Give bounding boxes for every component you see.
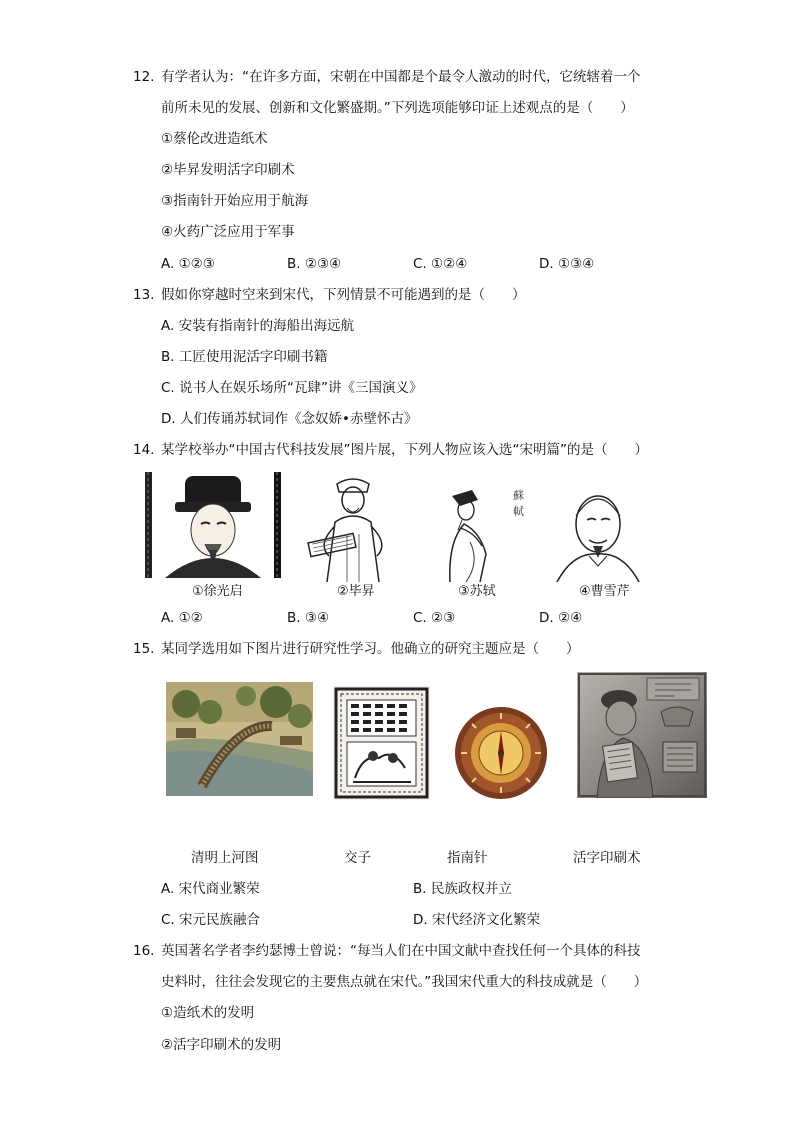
question-12-item: ②毕昇发明活字印刷术: [161, 162, 295, 178]
question-14-option-d: D. ②④: [539, 610, 583, 626]
question-13-option-d: D. 人们传诵苏轼词作《念奴娇•赤壁怀古》: [161, 411, 418, 427]
question-16-stem-line2: 史料时，往往会发现它的主要焦点就在宋代。”我国宋代重大的科技成就是（ ）: [161, 974, 648, 990]
question-13-option-c: C. 说书人在娱乐场所“瓦肆”讲《三国演义》: [161, 380, 423, 396]
image-caption: 指南针: [447, 850, 488, 866]
question-12-option-b: B. ②③④: [287, 256, 342, 272]
compass-image: [452, 706, 550, 800]
question-number-12: 12.: [133, 69, 155, 85]
question-16-stem-line1: 英国著名学者李约瑟博士曾说：“每当人们在中国文献中查找任何一个具体的科技: [161, 943, 641, 959]
question-12-option-c: C. ①②④: [413, 256, 468, 272]
calligraphy-su-shi: 蘇 軾: [513, 489, 524, 518]
question-15-option-d: D. 宋代经济文化繁荣: [413, 912, 540, 928]
question-number-15: 15.: [133, 641, 155, 657]
question-12-item: ③指南针开始应用于航海: [161, 193, 309, 209]
question-12-item: ④火药广泛应用于军事: [161, 224, 295, 240]
painting-qingming-shanghe-tu: [166, 682, 313, 796]
question-12-option-d: D. ①③④: [539, 256, 595, 272]
portrait-caption: ①徐光启: [192, 584, 243, 599]
question-16-item: ②活字印刷术的发明: [161, 1037, 282, 1053]
portrait-cao-xueqin: [549, 486, 647, 582]
portrait-caption: ②毕昇: [337, 584, 375, 599]
question-15-stem: 某同学选用如下图片进行研究性学习。他确立的研究主题应是（ ）: [161, 641, 580, 657]
question-15-option-a: A. 宋代商业繁荣: [161, 881, 260, 897]
question-15-option-b: B. 民族政权并立: [413, 881, 512, 897]
question-13-option-a: A. 安装有指南针的海船出海远航: [161, 318, 355, 334]
image-caption: 活字印刷术: [573, 850, 641, 866]
question-14-option-c: C. ②③: [413, 610, 456, 626]
portrait-caption: ③苏轼: [458, 584, 496, 599]
image-caption: 交子: [344, 850, 371, 866]
relief-movable-type-printing: [577, 672, 707, 798]
question-16-item: ①造纸术的发明: [161, 1005, 255, 1021]
question-13-stem: 假如你穿越时空来到宋代，下列情景不可能遇到的是（ ）: [161, 287, 526, 303]
question-14-option-b: B. ③④: [287, 610, 330, 626]
question-12-stem-line1: 有学者认为：“在许多方面，宋朝在中国都是个最令人激动的时代，它统辖着一个: [161, 69, 641, 85]
image-caption: 清明上河图: [191, 850, 259, 866]
portrait-xu-guangqi: [145, 472, 281, 578]
portrait-caption: ④曹雪芹: [579, 584, 630, 599]
question-12-option-a: A. ①②③: [161, 256, 215, 272]
question-number-13: 13.: [133, 287, 155, 303]
question-12-stem-line2: 前所未见的发展、创新和文化繁盛期。”下列选项能够印证上述观点的是（ ）: [161, 100, 634, 116]
banknote-jiaozi: [333, 686, 430, 800]
question-14-option-a: A. ①②: [161, 610, 203, 626]
question-12-item: ①蔡伦改进造纸术: [161, 131, 268, 147]
question-15-option-c: C. 宋元民族融合: [161, 912, 261, 928]
question-number-16: 16.: [133, 943, 155, 959]
question-13-option-b: B. 工匠使用泥活字印刷书籍: [161, 349, 328, 365]
question-number-14: 14.: [133, 442, 155, 458]
portrait-bi-sheng: [297, 474, 409, 582]
question-14-stem: 某学校举办“中国古代科技发展”图片展，下列人物应该入选“宋明篇”的是（ ）: [161, 442, 648, 458]
